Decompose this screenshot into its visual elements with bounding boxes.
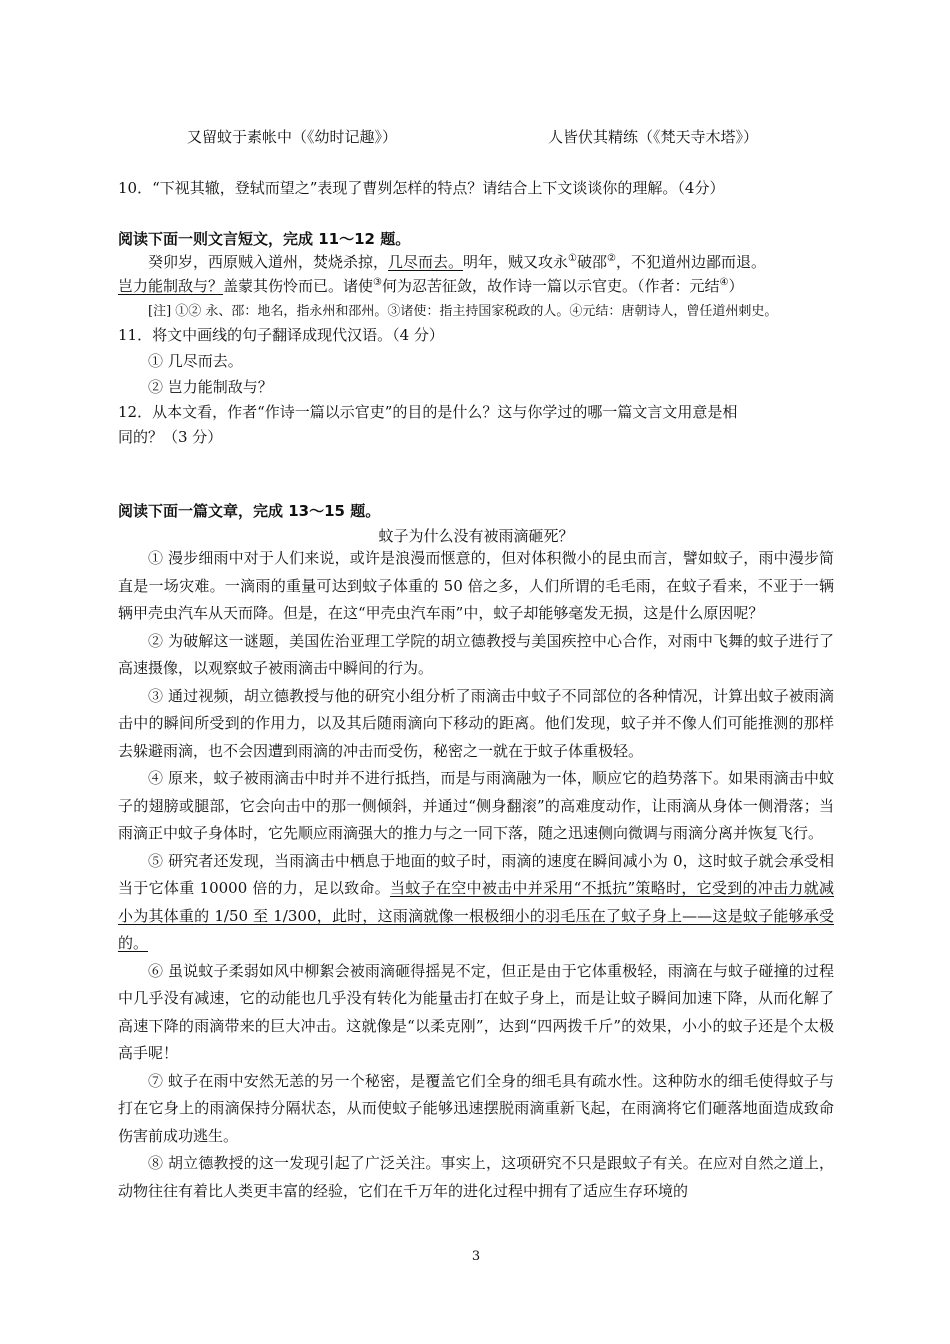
section2-heading: 阅读下面一篇文章，完成 13～15 题。 <box>118 502 381 520</box>
question-12-line1: 12．从本文看，作者“作诗一篇以示官吏”的目的是什么？这与你学过的哪一篇文言文用意是相 <box>118 403 738 421</box>
paragraph-3: ③ 通过视频，胡立德教授与他的研究小组分析了雨滴击中蚊子不同部位的各种情况，计算出蚊子被雨滴击中的瞬间所受到的作用力，以及其后随雨滴向下移动的距离。他们发现，蚊子并不像人们可能推测的那样去躲避雨滴，也不会因遭到雨滴的冲击而受伤，秘密之一就在于蚊子体重极轻。 <box>118 686 834 760</box>
underlined-sentence-1: 几尽而去。 <box>388 253 464 271</box>
classical-text-line1 <box>148 252 766 272</box>
classical-text-c: 明年，贼又攻永 <box>463 253 569 271</box>
classical-text-i: ） <box>728 277 744 295</box>
footnote-marker-3: ③ <box>373 277 382 288</box>
classical-text-e: ，不犯道州边鄙而退。 <box>616 253 767 271</box>
paragraph-6: ⑥ 虽说蚊子柔弱如风中柳絮会被雨滴砸得摇晃不定，但正是由于它体重极轻，雨滴在与蚊子碰撞的过程中几乎没有减速，它的动能也几乎没有转化为能量击打在蚊子身上，而是让蚊子瞬间加速下降，从而化解了高速下降的雨滴带来的巨大冲击。这就像是“以柔克刚”，达到“四两拨千斤”的效果，小小的蚊子还是个太极高手呢！ <box>118 961 834 1062</box>
footnote-marker-4: ④ <box>719 277 729 288</box>
question-11: 11．将文中画线的句子翻译成现代汉语。（4 分） <box>118 326 444 344</box>
article-body <box>118 545 834 1205</box>
classical-text-a: 癸卯岁，西原贼入道州，焚烧杀掠， <box>148 253 389 271</box>
paragraph-4: ④ 原来，蚊子被雨滴击中时并不进行抵挡，而是与雨滴融为一体，顺应它的趋势落下。如果雨滴击中蚊子的翅膀或腿部，它会向击中的那一侧倾斜，并通过“侧身翻滚”的高难度动作，让雨滴从身体一侧滑落；当雨滴正中蚊子身体时，它先顺应雨滴强大的推力与之一同下落，随之迅速侧向微调与雨滴分离并恢复飞行。 <box>118 769 834 842</box>
paragraph-8: ⑧ 胡立德教授的这一发现引起了广泛关注。事实上，这项研究不只是跟蚊子有关。在应对自然之道上，动物往往有着比人类更丰富的经验，它们在千万年的进化过程中拥有了适应生存环境的 <box>118 1154 834 1200</box>
article-title: 蚊子为什么没有被雨滴砸死？ <box>378 527 574 545</box>
example-left: 又留蚊于素帐中（《幼时记趣》） <box>187 128 398 146</box>
footnote-marker-1: ① <box>568 253 578 264</box>
paragraph-5-underlined: 当蚊子在空中被击中并采用“不抵抗”策略时，它受到的冲击力就减小为其体重的 1/50 至 1/300，此时，这雨滴就像一根极细小的羽毛压在了蚊子身上——这是蚊子能够承受的。 <box>118 879 835 952</box>
question-12-line2: 同的？（3 分） <box>118 428 223 446</box>
classical-text-d: 破邵 <box>577 253 608 271</box>
annotation-note: [注] ①② 永、邵：地名，指永州和邵州。③诸使：指主持国家税政的人。④元结：唐朝诗人，曾任道州刺史。 <box>148 304 778 319</box>
page-number: 3 <box>471 1249 481 1264</box>
footnote-marker-2: ② <box>607 253 616 264</box>
example-right: 人皆伏其精练（《梵天寺木塔》） <box>548 128 759 146</box>
paragraph-2: ② 为破解这一谜题，美国佐治亚理工学院的胡立德教授与美国疾控中心合作，对雨中飞舞的蚊子进行了高速摄像，以观察蚊子被雨滴击中瞬间的行为。 <box>118 631 834 677</box>
paragraph-1: ① 漫步细雨中对于人们来说，或许是浪漫而惬意的，但对体积微小的昆虫而言，譬如蚊子，雨中漫步简直是一场灾难。一滴雨的重量可达到蚊子体重的 50 倍之多，人们所谓的毛毛雨，在蚊子看来，不亚于一辆辆甲壳虫汽车从天而降。但是，在这“甲壳虫汽车雨”中，蚊子却能够毫发无损，这是什么原因呢？ <box>118 549 834 622</box>
question-11-item-2: ② 岂力能制敌与？ <box>148 378 273 396</box>
section1-heading: 阅读下面一则文言短文，完成 11～12 题。 <box>118 230 411 248</box>
classical-text-line2 <box>118 276 744 296</box>
question-10: 10．“下视其辙，登轼而望之”表现了曹刿怎样的特点？请结合上下文谈谈你的理解。（4分） <box>118 179 725 197</box>
paragraph-5-text: ⑤ 研究者还发现，当雨滴击中栖息于地面的蚊子时，雨滴的速度在瞬间减小为 0，这时蚊子就会承受相当于它体重 10000 倍的力，足以致命。 <box>118 851 834 897</box>
paragraph-5 <box>118 848 834 958</box>
paragraph-7: ⑦ 蚊子在雨中安然无恙的另一个秘密，是覆盖它们全身的细毛具有疏水性。这种防水的细毛使得蚊子与打在它身上的雨滴保持分隔状态，从而使蚊子能够迅速摆脱雨滴重新飞起，在雨滴将它们砸落地面造成致命伤害前成功逃生。 <box>118 1071 834 1145</box>
question-11-item-1: ① 几尽而去。 <box>148 352 243 370</box>
underlined-sentence-2: 岂力能制敌与？ <box>118 277 224 295</box>
classical-text-g: 盖蒙其伤怜而已。诸使 <box>223 277 374 295</box>
classical-text-h: 何为忍苦征敛，故作诗一篇以示官吏。（作者：元结 <box>382 277 720 295</box>
